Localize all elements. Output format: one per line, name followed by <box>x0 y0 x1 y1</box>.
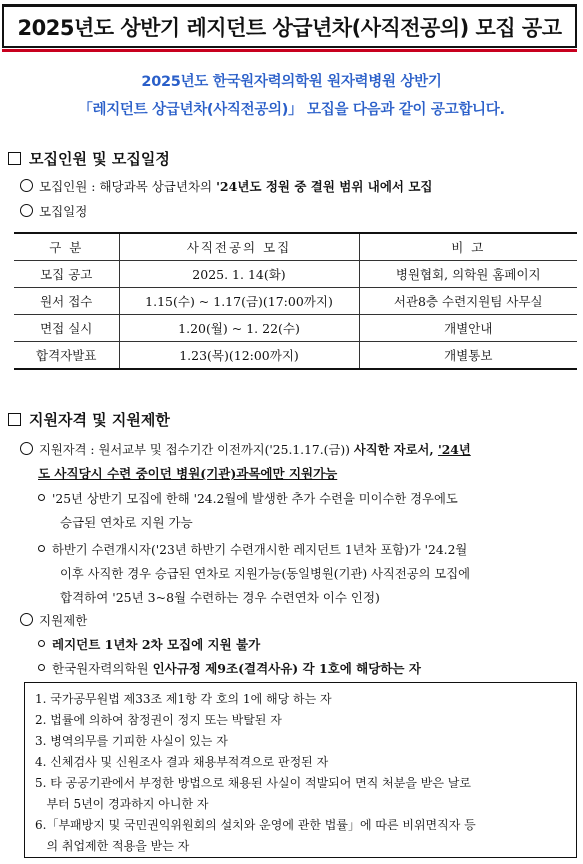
bullet-1-text: '25년 상반기 모집에 한해 '24.2월에 발생한 추가 수련을 미이수한 경우에도 <box>52 492 458 506</box>
restriction-2-text: 한국원자력의학원 <box>52 661 153 676</box>
section-2-title: 지원자격 및 지원제한 <box>29 411 170 429</box>
table-header-row <box>14 233 577 261</box>
qualification-line-2: 도 사직당시 수련 중이던 병원(기관)과목에만 지원가능 <box>38 466 338 481</box>
table-row <box>14 315 577 342</box>
small-circle-bullet-icon <box>38 640 45 647</box>
page-title: 2025년도 상반기 레지던트 상급년차(사직전공의) 모집 공고 <box>2 4 577 48</box>
disqualification-box <box>24 682 577 858</box>
qualification-underline: '24년 <box>437 442 471 457</box>
disq-item: 6.「부패방지 및 국민권익위원회의 설치와 운영에 관한 법률」에 따른 비위면직자 등 <box>35 818 476 832</box>
table-row <box>14 261 577 288</box>
circle-bullet-icon <box>20 204 33 217</box>
section-2-heading <box>8 409 170 430</box>
table-cell: 면접 실시 <box>14 315 119 342</box>
qualification-line-1 <box>20 440 471 460</box>
circle-bullet-icon <box>20 179 33 192</box>
intro-line-1: 2025년도 한국원자력의학원 원자력병원 상반기 <box>141 74 442 90</box>
qualification-text: 지원자격 : 원서교부 및 접수기간 이전까지('25.1.17.(금)) <box>39 443 354 457</box>
bullet-2-text: 하반기 수련개시자('23년 하반기 수련개시한 레지던트 1년차 포함)가 '24.2월 <box>52 543 468 557</box>
section-1-title: 모집인원 및 모집일정 <box>29 150 170 168</box>
restriction-label-line <box>20 611 87 631</box>
table-header: 구 분 <box>14 233 119 261</box>
table-cell: 1.20(월) ~ 1. 22(수) <box>119 315 359 342</box>
circle-bullet-icon <box>20 442 33 455</box>
restriction-2-line <box>38 659 421 679</box>
table-row <box>14 288 577 315</box>
disq-item: 5. 타 공공기관에서 부정한 방법으로 채용된 사실이 적발되어 면직 처분을 받은 날로 <box>35 776 471 790</box>
bullet-2-line-3: 합격하여 '25년 3~8월 수련하는 경우 수련연차 이수 인정) <box>60 590 380 605</box>
recruit-count-line <box>20 177 432 197</box>
intro-line-2: 「레지던트 상급년차(사직전공의)」 모집을 다음과 같이 공고합니다. <box>78 102 505 118</box>
recruit-label: 모집인원 : 해당과목 상급년차의 <box>39 179 217 194</box>
disq-item: 의 취업제한 적용을 받는 자 <box>35 839 190 853</box>
table-cell: 원서 접수 <box>14 288 119 315</box>
bullet-2-line-1 <box>38 540 467 560</box>
table-header: 비 고 <box>359 233 577 261</box>
disq-item: 2. 법률에 의하여 참정권이 정지 또는 박탈된 자 <box>35 713 282 727</box>
recruit-bold: '24년도 정원 중 결원 범위 내에서 모집 <box>216 179 433 194</box>
small-circle-bullet-icon <box>38 664 45 671</box>
bullet-1-line-2: 승급된 연차로 지원 가능 <box>60 515 193 530</box>
small-circle-bullet-icon <box>38 494 45 501</box>
table-cell: 합격자발표 <box>14 342 119 370</box>
disq-item: 1. 국가공무원법 제33조 제1항 각 호의 1에 해당 하는 자 <box>35 692 332 706</box>
section-1-heading <box>8 148 170 169</box>
table-cell: 개별안내 <box>359 315 577 342</box>
qualification-bold: 사직한 자로서, <box>353 442 438 457</box>
table-cell: 1.23(목)(12:00까지) <box>119 342 359 370</box>
table-cell: 병원협회, 의학원 홈페이지 <box>359 261 577 288</box>
table-cell: 모집 공고 <box>14 261 119 288</box>
bullet-2-line-2: 이후 사직한 경우 승급된 연차로 지원가능(동일병원(기관) 사직전공의 모집에 <box>60 567 470 581</box>
restriction-label: 지원제한 <box>39 613 88 628</box>
disq-item: 4. 신체검사 및 신원조사 결과 채용부적격으로 판정된 자 <box>35 755 329 769</box>
table-cell: 서관8층 수련지원팀 사무실 <box>359 288 577 315</box>
restriction-1-line <box>38 635 260 655</box>
schedule-label: 모집일정 <box>39 204 88 219</box>
bullet-1-line-1 <box>38 489 458 509</box>
table-cell: 1.15(수) ~ 1.17(금)(17:00까지) <box>119 288 359 315</box>
table-cell: 2025. 1. 14(화) <box>119 261 359 288</box>
circle-bullet-icon <box>20 613 33 626</box>
restriction-1-text: 레지던트 1년차 2차 모집에 지원 불가 <box>52 637 261 652</box>
square-bullet-icon <box>8 152 21 165</box>
schedule-table <box>14 232 577 370</box>
schedule-line <box>20 202 87 222</box>
table-cell: 개별통보 <box>359 342 577 370</box>
small-circle-bullet-icon <box>38 545 45 552</box>
table-header: 사직전공의 모집 <box>119 233 359 261</box>
square-bullet-icon <box>8 413 21 426</box>
table-row <box>14 342 577 370</box>
restriction-2-bold: 인사규정 제9조(결격사유) 각 1호에 해당하는 자 <box>152 661 421 676</box>
disq-item: 부터 5년이 경과하지 아니한 자 <box>35 797 209 811</box>
disq-item: 3. 병역의무를 기피한 사실이 있는 자 <box>35 734 228 748</box>
